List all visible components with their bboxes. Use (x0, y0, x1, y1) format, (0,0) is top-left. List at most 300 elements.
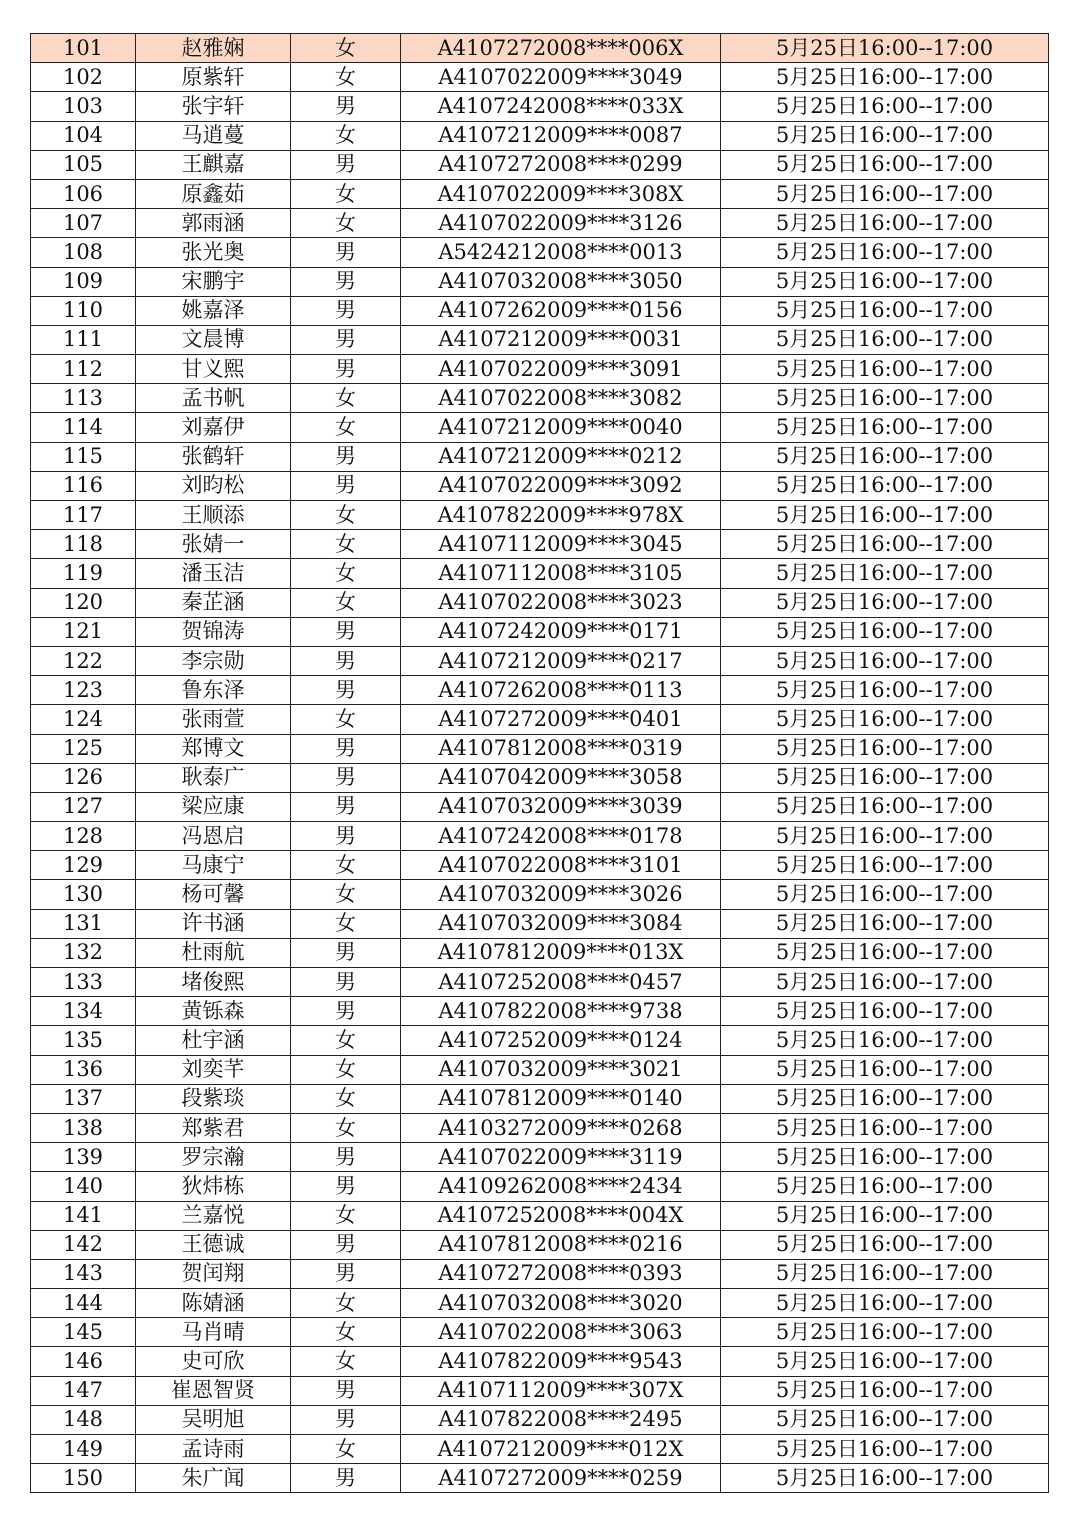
row-number-cell: 131 (31, 909, 136, 938)
table-row (31, 792, 1049, 821)
row-number-cell: 149 (31, 1435, 136, 1464)
gender-cell: 女 (291, 63, 401, 92)
row-number-cell: 112 (31, 355, 136, 384)
row-number-cell: 114 (31, 413, 136, 442)
table-row (31, 1435, 1049, 1464)
id-number-cell: A4107822008****2495 (401, 1405, 721, 1434)
student-name-cell: 贺闰翔 (136, 1259, 291, 1288)
table-row (31, 559, 1049, 588)
row-number-cell: 150 (31, 1464, 136, 1493)
student-name-cell: 杜雨航 (136, 938, 291, 967)
id-number-cell: A4107212009****012X (401, 1435, 721, 1464)
gender-cell: 男 (291, 968, 401, 997)
gender-cell: 女 (291, 880, 401, 909)
gender-cell: 女 (291, 559, 401, 588)
row-number-cell: 125 (31, 734, 136, 763)
id-number-cell: A4107032009****3026 (401, 880, 721, 909)
row-number-cell: 130 (31, 880, 136, 909)
student-name-cell: 张宇轩 (136, 92, 291, 121)
time-slot-cell: 5月25日16:00--17:00 (721, 880, 1049, 909)
gender-cell: 女 (291, 588, 401, 617)
gender-cell: 女 (291, 1201, 401, 1230)
table-row (31, 676, 1049, 705)
id-number-cell: A4107272008****0299 (401, 150, 721, 179)
time-slot-cell: 5月25日16:00--17:00 (721, 968, 1049, 997)
student-name-cell: 宋鹏宇 (136, 267, 291, 296)
table-row (31, 588, 1049, 617)
gender-cell: 男 (291, 646, 401, 675)
gender-cell: 男 (291, 1464, 401, 1493)
student-name-cell: 王顺添 (136, 501, 291, 530)
student-name-cell: 潘玉洁 (136, 559, 291, 588)
id-number-cell: A4107212009****0040 (401, 413, 721, 442)
student-name-cell: 史可欣 (136, 1347, 291, 1376)
time-slot-cell: 5月25日16:00--17:00 (721, 63, 1049, 92)
student-name-cell: 赵雅娴 (136, 34, 291, 63)
row-number-cell: 133 (31, 968, 136, 997)
gender-cell: 男 (291, 1259, 401, 1288)
id-number-cell: A4107242009****0171 (401, 617, 721, 646)
gender-cell: 男 (291, 471, 401, 500)
row-number-cell: 137 (31, 1084, 136, 1113)
id-number-cell: A4107022008****3023 (401, 588, 721, 617)
table-row (31, 267, 1049, 296)
time-slot-cell: 5月25日16:00--17:00 (721, 1259, 1049, 1288)
row-number-cell: 110 (31, 296, 136, 325)
gender-cell: 女 (291, 121, 401, 150)
time-slot-cell: 5月25日16:00--17:00 (721, 792, 1049, 821)
time-slot-cell: 5月25日16:00--17:00 (721, 1347, 1049, 1376)
time-slot-cell: 5月25日16:00--17:00 (721, 413, 1049, 442)
time-slot-cell: 5月25日16:00--17:00 (721, 150, 1049, 179)
row-number-cell: 107 (31, 209, 136, 238)
gender-cell: 男 (291, 1376, 401, 1405)
row-number-cell: 138 (31, 1113, 136, 1142)
time-slot-cell: 5月25日16:00--17:00 (721, 1201, 1049, 1230)
id-number-cell: A4107212009****0212 (401, 442, 721, 471)
gender-cell: 男 (291, 822, 401, 851)
id-number-cell: A4107812008****0319 (401, 734, 721, 763)
row-number-cell: 123 (31, 676, 136, 705)
gender-cell: 女 (291, 1289, 401, 1318)
id-number-cell: A4103272009****0268 (401, 1113, 721, 1142)
table-row (31, 1201, 1049, 1230)
table-row (31, 1026, 1049, 1055)
id-number-cell: A4107252009****0124 (401, 1026, 721, 1055)
time-slot-cell: 5月25日16:00--17:00 (721, 179, 1049, 208)
id-number-cell: A4107252008****0457 (401, 968, 721, 997)
gender-cell: 女 (291, 1435, 401, 1464)
student-name-cell: 王麒嘉 (136, 150, 291, 179)
id-number-cell: A4107242008****033X (401, 92, 721, 121)
student-name-cell: 马康宁 (136, 851, 291, 880)
table-row (31, 705, 1049, 734)
table-row (31, 530, 1049, 559)
gender-cell: 女 (291, 1084, 401, 1113)
student-name-cell: 秦芷涵 (136, 588, 291, 617)
student-name-cell: 杜宇涵 (136, 1026, 291, 1055)
table-row (31, 325, 1049, 354)
student-name-cell: 李宗勋 (136, 646, 291, 675)
row-number-cell: 148 (31, 1405, 136, 1434)
table-body (31, 34, 1049, 1493)
student-name-cell: 原鑫茹 (136, 179, 291, 208)
row-number-cell: 120 (31, 588, 136, 617)
row-number-cell: 127 (31, 792, 136, 821)
id-number-cell: A4107022009****3091 (401, 355, 721, 384)
id-number-cell: A4107242008****0178 (401, 822, 721, 851)
student-name-cell: 张光奥 (136, 238, 291, 267)
student-name-cell: 刘嘉伊 (136, 413, 291, 442)
time-slot-cell: 5月25日16:00--17:00 (721, 617, 1049, 646)
row-number-cell: 145 (31, 1318, 136, 1347)
table-row (31, 1376, 1049, 1405)
row-number-cell: 119 (31, 559, 136, 588)
gender-cell: 男 (291, 1230, 401, 1259)
student-name-cell: 罗宗瀚 (136, 1143, 291, 1172)
gender-cell: 男 (291, 1143, 401, 1172)
time-slot-cell: 5月25日16:00--17:00 (721, 559, 1049, 588)
row-number-cell: 106 (31, 179, 136, 208)
table-row (31, 121, 1049, 150)
table-row (31, 1259, 1049, 1288)
row-number-cell: 135 (31, 1026, 136, 1055)
id-number-cell: A4107272008****006X (401, 34, 721, 63)
row-number-cell: 115 (31, 442, 136, 471)
time-slot-cell: 5月25日16:00--17:00 (721, 822, 1049, 851)
student-name-cell: 崔恩智贤 (136, 1376, 291, 1405)
table-row (31, 763, 1049, 792)
row-number-cell: 146 (31, 1347, 136, 1376)
table-row (31, 1347, 1049, 1376)
id-number-cell: A4109262008****2434 (401, 1172, 721, 1201)
student-name-cell: 段紫琰 (136, 1084, 291, 1113)
gender-cell: 男 (291, 238, 401, 267)
id-number-cell: A4107022008****3082 (401, 384, 721, 413)
table-row (31, 1113, 1049, 1142)
row-number-cell: 124 (31, 705, 136, 734)
row-number-cell: 134 (31, 997, 136, 1026)
student-name-cell: 刘昀松 (136, 471, 291, 500)
id-number-cell: A4107022009****3092 (401, 471, 721, 500)
table-row (31, 384, 1049, 413)
student-name-cell: 甘义熙 (136, 355, 291, 384)
row-number-cell: 132 (31, 938, 136, 967)
id-number-cell: A4107812009****013X (401, 938, 721, 967)
table-row (31, 63, 1049, 92)
row-number-cell: 143 (31, 1259, 136, 1288)
student-name-cell: 马逍蔓 (136, 121, 291, 150)
time-slot-cell: 5月25日16:00--17:00 (721, 34, 1049, 63)
gender-cell: 男 (291, 763, 401, 792)
student-name-cell: 孟书帆 (136, 384, 291, 413)
table-row (31, 1084, 1049, 1113)
student-name-cell: 冯恩启 (136, 822, 291, 851)
table-row (31, 646, 1049, 675)
time-slot-cell: 5月25日16:00--17:00 (721, 938, 1049, 967)
gender-cell: 男 (291, 1172, 401, 1201)
student-name-cell: 朱广闻 (136, 1464, 291, 1493)
row-number-cell: 142 (31, 1230, 136, 1259)
time-slot-cell: 5月25日16:00--17:00 (721, 471, 1049, 500)
student-name-cell: 耿泰广 (136, 763, 291, 792)
gender-cell: 男 (291, 442, 401, 471)
row-number-cell: 103 (31, 92, 136, 121)
gender-cell: 女 (291, 530, 401, 559)
id-number-cell: A4107272009****0259 (401, 1464, 721, 1493)
student-name-cell: 陈婧涵 (136, 1289, 291, 1318)
student-name-cell: 郭雨涵 (136, 209, 291, 238)
id-number-cell: A4107262008****0113 (401, 676, 721, 705)
gender-cell: 男 (291, 1405, 401, 1434)
student-name-cell: 梁应康 (136, 792, 291, 821)
gender-cell: 女 (291, 1347, 401, 1376)
id-number-cell: A4107212009****0217 (401, 646, 721, 675)
id-number-cell: A4107032008****3020 (401, 1289, 721, 1318)
time-slot-cell: 5月25日16:00--17:00 (721, 705, 1049, 734)
table-row (31, 92, 1049, 121)
student-name-cell: 张雨萱 (136, 705, 291, 734)
gender-cell: 男 (291, 617, 401, 646)
gender-cell: 女 (291, 851, 401, 880)
gender-cell: 女 (291, 209, 401, 238)
row-number-cell: 144 (31, 1289, 136, 1318)
table-row (31, 1230, 1049, 1259)
table-row (31, 238, 1049, 267)
table-row (31, 471, 1049, 500)
table-row (31, 851, 1049, 880)
id-number-cell: A4107212009****0087 (401, 121, 721, 150)
student-name-cell: 杨可馨 (136, 880, 291, 909)
table-row (31, 355, 1049, 384)
student-name-cell: 堵俊熙 (136, 968, 291, 997)
id-number-cell: A4107022009****3049 (401, 63, 721, 92)
id-number-cell: A4107032009****3084 (401, 909, 721, 938)
time-slot-cell: 5月25日16:00--17:00 (721, 1026, 1049, 1055)
gender-cell: 男 (291, 355, 401, 384)
id-number-cell: A4107252008****004X (401, 1201, 721, 1230)
table-row (31, 442, 1049, 471)
row-number-cell: 101 (31, 34, 136, 63)
table-row (31, 296, 1049, 325)
gender-cell: 男 (291, 997, 401, 1026)
time-slot-cell: 5月25日16:00--17:00 (721, 238, 1049, 267)
row-number-cell: 141 (31, 1201, 136, 1230)
gender-cell: 男 (291, 325, 401, 354)
id-number-cell: A4107212009****0031 (401, 325, 721, 354)
student-name-cell: 黄铄森 (136, 997, 291, 1026)
gender-cell: 女 (291, 909, 401, 938)
student-name-cell: 张婧一 (136, 530, 291, 559)
student-name-cell: 原紫轩 (136, 63, 291, 92)
id-number-cell: A4107022008****3101 (401, 851, 721, 880)
id-number-cell: A4107112009****3045 (401, 530, 721, 559)
id-number-cell: A4107262009****0156 (401, 296, 721, 325)
id-number-cell: A4107822009****9543 (401, 1347, 721, 1376)
row-number-cell: 129 (31, 851, 136, 880)
student-name-cell: 许书涵 (136, 909, 291, 938)
time-slot-cell: 5月25日16:00--17:00 (721, 296, 1049, 325)
table-row (31, 1289, 1049, 1318)
gender-cell: 女 (291, 501, 401, 530)
time-slot-cell: 5月25日16:00--17:00 (721, 1055, 1049, 1084)
row-number-cell: 113 (31, 384, 136, 413)
id-number-cell: A4107822009****978X (401, 501, 721, 530)
table-row (31, 1405, 1049, 1434)
time-slot-cell: 5月25日16:00--17:00 (721, 1172, 1049, 1201)
time-slot-cell: 5月25日16:00--17:00 (721, 121, 1049, 150)
student-name-cell: 吴明旭 (136, 1405, 291, 1434)
table-row (31, 880, 1049, 909)
row-number-cell: 111 (31, 325, 136, 354)
student-name-cell: 贺锦涛 (136, 617, 291, 646)
gender-cell: 男 (291, 267, 401, 296)
gender-cell: 女 (291, 1055, 401, 1084)
gender-cell: 男 (291, 938, 401, 967)
row-number-cell: 122 (31, 646, 136, 675)
row-number-cell: 109 (31, 267, 136, 296)
row-number-cell: 126 (31, 763, 136, 792)
time-slot-cell: 5月25日16:00--17:00 (721, 92, 1049, 121)
time-slot-cell: 5月25日16:00--17:00 (721, 763, 1049, 792)
time-slot-cell: 5月25日16:00--17:00 (721, 997, 1049, 1026)
time-slot-cell: 5月25日16:00--17:00 (721, 676, 1049, 705)
student-name-cell: 郑博文 (136, 734, 291, 763)
time-slot-cell: 5月25日16:00--17:00 (721, 1405, 1049, 1434)
id-number-cell: A4107022009****3126 (401, 209, 721, 238)
row-number-cell: 116 (31, 471, 136, 500)
time-slot-cell: 5月25日16:00--17:00 (721, 1464, 1049, 1493)
time-slot-cell: 5月25日16:00--17:00 (721, 734, 1049, 763)
row-number-cell: 140 (31, 1172, 136, 1201)
time-slot-cell: 5月25日16:00--17:00 (721, 1376, 1049, 1405)
table-row (31, 150, 1049, 179)
table-row (31, 1318, 1049, 1347)
time-slot-cell: 5月25日16:00--17:00 (721, 851, 1049, 880)
table-row (31, 209, 1049, 238)
gender-cell: 女 (291, 1113, 401, 1142)
id-number-cell: A4107822008****9738 (401, 997, 721, 1026)
time-slot-cell: 5月25日16:00--17:00 (721, 1113, 1049, 1142)
row-number-cell: 128 (31, 822, 136, 851)
time-slot-cell: 5月25日16:00--17:00 (721, 1230, 1049, 1259)
student-name-cell: 马肖晴 (136, 1318, 291, 1347)
time-slot-cell: 5月25日16:00--17:00 (721, 325, 1049, 354)
table-row (31, 1464, 1049, 1493)
gender-cell: 女 (291, 1026, 401, 1055)
row-number-cell: 121 (31, 617, 136, 646)
time-slot-cell: 5月25日16:00--17:00 (721, 209, 1049, 238)
table-row (31, 1055, 1049, 1084)
time-slot-cell: 5月25日16:00--17:00 (721, 1084, 1049, 1113)
student-name-cell: 文晨博 (136, 325, 291, 354)
student-name-cell: 刘奕芊 (136, 1055, 291, 1084)
row-number-cell: 118 (31, 530, 136, 559)
gender-cell: 男 (291, 734, 401, 763)
time-slot-cell: 5月25日16:00--17:00 (721, 530, 1049, 559)
time-slot-cell: 5月25日16:00--17:00 (721, 1435, 1049, 1464)
time-slot-cell: 5月25日16:00--17:00 (721, 442, 1049, 471)
student-name-cell: 张鹤轩 (136, 442, 291, 471)
gender-cell: 男 (291, 150, 401, 179)
table-row (31, 909, 1049, 938)
time-slot-cell: 5月25日16:00--17:00 (721, 501, 1049, 530)
id-number-cell: A4107032009****3039 (401, 792, 721, 821)
table-row (31, 822, 1049, 851)
row-number-cell: 105 (31, 150, 136, 179)
time-slot-cell: 5月25日16:00--17:00 (721, 355, 1049, 384)
row-number-cell: 102 (31, 63, 136, 92)
gender-cell: 男 (291, 296, 401, 325)
gender-cell: 女 (291, 34, 401, 63)
gender-cell: 女 (291, 179, 401, 208)
table-row (31, 997, 1049, 1026)
table-row (31, 179, 1049, 208)
row-number-cell: 139 (31, 1143, 136, 1172)
id-number-cell: A4107032008****3050 (401, 267, 721, 296)
id-number-cell: A4107042009****3058 (401, 763, 721, 792)
id-number-cell: A4107812008****0216 (401, 1230, 721, 1259)
table-row (31, 617, 1049, 646)
row-number-cell: 104 (31, 121, 136, 150)
time-slot-cell: 5月25日16:00--17:00 (721, 267, 1049, 296)
time-slot-cell: 5月25日16:00--17:00 (721, 384, 1049, 413)
student-name-cell: 王德诚 (136, 1230, 291, 1259)
table-row (31, 413, 1049, 442)
id-number-cell: A4107272009****0401 (401, 705, 721, 734)
table-row (31, 968, 1049, 997)
time-slot-cell: 5月25日16:00--17:00 (721, 909, 1049, 938)
table-row (31, 938, 1049, 967)
id-number-cell: A4107022009****308X (401, 179, 721, 208)
student-name-cell: 姚嘉泽 (136, 296, 291, 325)
time-slot-cell: 5月25日16:00--17:00 (721, 588, 1049, 617)
gender-cell: 女 (291, 384, 401, 413)
id-number-cell: A5424212008****0013 (401, 238, 721, 267)
gender-cell: 男 (291, 676, 401, 705)
gender-cell: 女 (291, 413, 401, 442)
row-number-cell: 147 (31, 1376, 136, 1405)
time-slot-cell: 5月25日16:00--17:00 (721, 1143, 1049, 1172)
id-number-cell: A4107112008****3105 (401, 559, 721, 588)
id-number-cell: A4107022008****3063 (401, 1318, 721, 1347)
student-name-cell: 鲁东泽 (136, 676, 291, 705)
row-number-cell: 136 (31, 1055, 136, 1084)
row-number-cell: 108 (31, 238, 136, 267)
time-slot-cell: 5月25日16:00--17:00 (721, 1318, 1049, 1347)
id-number-cell: A4107112009****307X (401, 1376, 721, 1405)
row-number-cell: 117 (31, 501, 136, 530)
id-number-cell: A4107022009****3119 (401, 1143, 721, 1172)
table-row (31, 1172, 1049, 1201)
table-row (31, 734, 1049, 763)
time-slot-cell: 5月25日16:00--17:00 (721, 1289, 1049, 1318)
student-name-cell: 兰嘉悦 (136, 1201, 291, 1230)
gender-cell: 男 (291, 792, 401, 821)
id-number-cell: A4107812009****0140 (401, 1084, 721, 1113)
table-row (31, 501, 1049, 530)
gender-cell: 男 (291, 92, 401, 121)
gender-cell: 女 (291, 705, 401, 734)
student-name-cell: 狄炜栋 (136, 1172, 291, 1201)
table-row (31, 34, 1049, 63)
table-row (31, 1143, 1049, 1172)
student-schedule-table (30, 33, 1049, 1493)
id-number-cell: A4107272008****0393 (401, 1259, 721, 1288)
gender-cell: 女 (291, 1318, 401, 1347)
time-slot-cell: 5月25日16:00--17:00 (721, 646, 1049, 675)
student-name-cell: 孟诗雨 (136, 1435, 291, 1464)
